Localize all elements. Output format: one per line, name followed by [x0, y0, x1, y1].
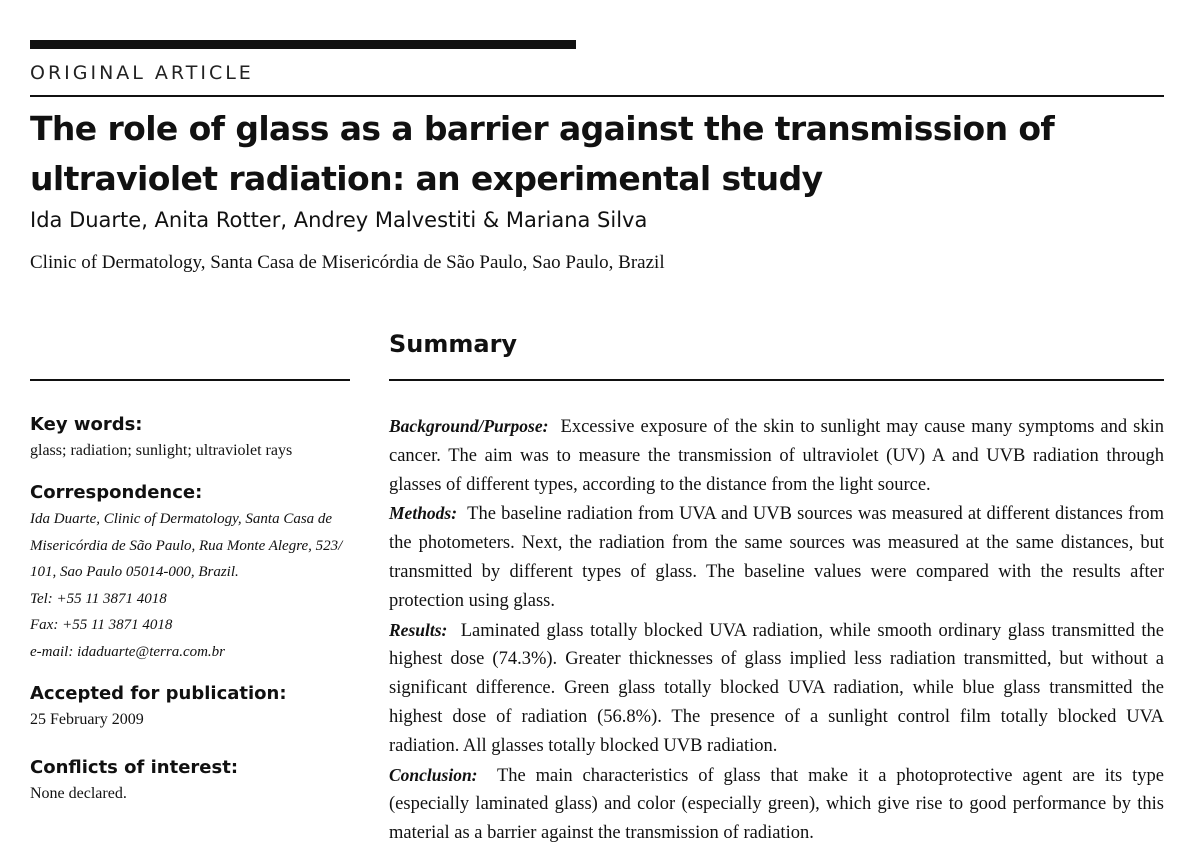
section-label: ORIGINAL ARTICLE [30, 62, 254, 84]
correspondence-line: Ida Duarte, Clinic of Dermatology, Santa Casa de [30, 511, 333, 527]
accepted-date: 25 February 2009 [30, 711, 144, 728]
abstract-label: Conclusion: [389, 764, 478, 785]
sidebar-rule [30, 379, 350, 381]
abstract-label: Results: [389, 619, 448, 640]
abstract-text: The baseline radiation from UVA and UVB sources was measured at different distances from the photometers. Next, the radiation from the same sources was measured at the same distances, but transmitted by different types of glass. The baseline values were compared with the results after protection using glass. [389, 504, 1164, 611]
conflicts-heading: Conflicts of interest: [30, 757, 239, 778]
abstract-label: Methods: [389, 503, 458, 524]
header-rule [30, 95, 1164, 97]
abstract-methods [389, 499, 1164, 615]
abstract [389, 412, 1164, 848]
summary-heading: Summary [389, 330, 518, 358]
correspondence-tel: Tel: +55 11 3871 4018 [30, 590, 167, 607]
correspondence-line: 101, Sao Paulo 05014-000, Brazil. [30, 564, 239, 580]
conflicts-block [30, 755, 360, 807]
abstract-results [389, 616, 1164, 761]
keywords-text: glass; radiation; sunlight; ultraviolet rays [30, 442, 293, 459]
accepted-heading: Accepted for publication: [30, 683, 287, 704]
article-title: The role of glass as a barrier against the transmission of ultraviolet radiation: an experimental study [30, 109, 1055, 198]
sidebar [30, 412, 360, 807]
summary-rule [389, 379, 1164, 381]
affiliation: Clinic of Dermatology, Santa Casa de Misericórdia de São Paulo, Sao Paulo, Brazil [30, 252, 665, 273]
abstract-text: Laminated glass totally blocked UVA radiation, while smooth ordinary glass transmitted the highest dose (74.3%). Greater thicknesses of glass implied less radiation transmitted, but without a significant difference. Green glass totally blocked UVA radiation, while blue glass transmitted the highest dose of radiation (56.8%). The presence of a sunlight control film totally blocked UVA radiation. All glasses totally blocked UVB radiation. [389, 620, 1165, 756]
correspondence-block [30, 480, 360, 665]
abstract-text: Excessive exposure of the skin to sunlight may cause many symptoms and skin cancer. The aim was to measure the transmission of ultraviolet (UV) A and UVB radiation through glasses of different types, according to the distance from the light source. [389, 417, 1164, 495]
abstract-background [389, 412, 1164, 499]
keywords-heading: Key words: [30, 414, 143, 435]
top-rule [30, 40, 576, 49]
abstract-label: Background/Purpose: [389, 416, 549, 436]
correspondence-email: e-mail: idaduarte@terra.com.br [30, 643, 226, 660]
correspondence-heading: Correspondence: [30, 482, 203, 503]
abstract-text: The main characteristics of glass that make it a photoprotective agent are its type (especially laminated glass) and color (especially green), which give rise to good performance by this material as a barrier against the transmission of radiation. [389, 765, 1164, 844]
abstract-conclusion [389, 761, 1164, 848]
keywords-block [30, 412, 360, 464]
author-list: Ida Duarte, Anita Rotter, Andrey Malvestiti & Mariana Silva [30, 208, 648, 232]
conflicts-text: None declared. [30, 785, 127, 802]
correspondence-line: Misericórdia de São Paulo, Rua Monte Alegre, 523/ [30, 537, 343, 554]
accepted-block [30, 681, 360, 733]
correspondence-fax: Fax: +55 11 3871 4018 [30, 617, 173, 633]
